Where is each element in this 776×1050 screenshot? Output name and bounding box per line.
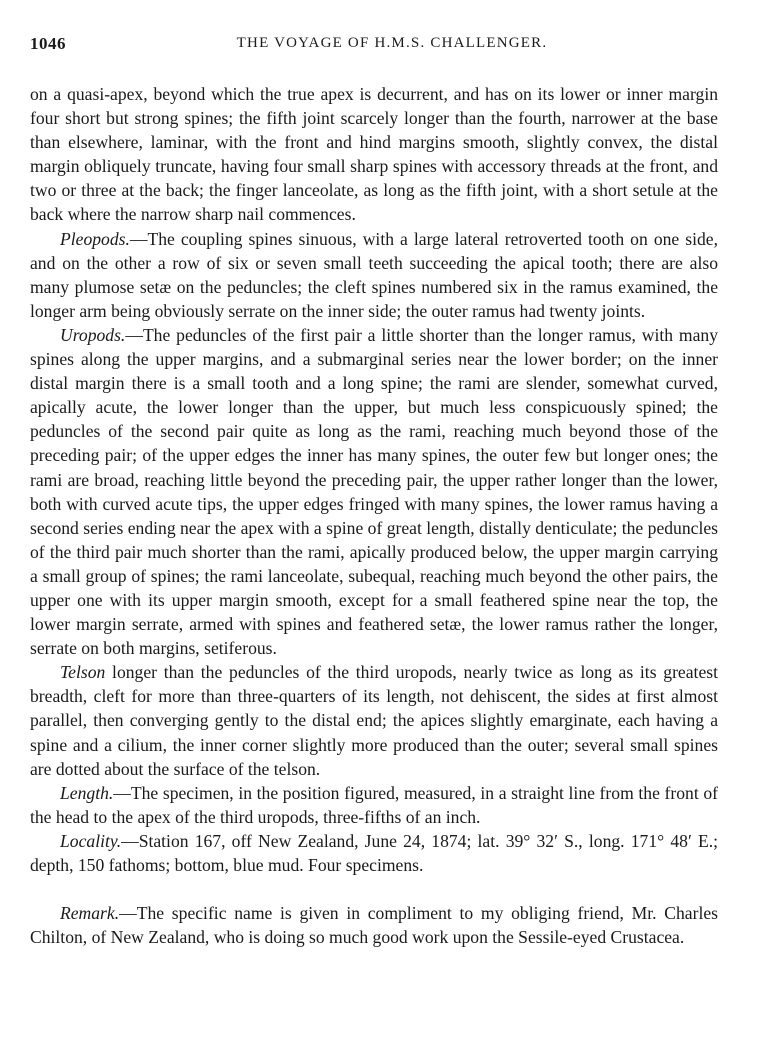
paragraph-continuation	[30, 82, 718, 227]
body-text	[30, 82, 718, 949]
paragraph-text: —The specimen, in the position figured, measured, in a straight line from the front of the head to the apex of the third uropods, three-fifths of an inch.	[30, 782, 718, 827]
paragraph-text: —Station 167, off New Zealand, June 24, 1874; lat. 39° 32′ S., long. 171° 48′ E.; depth, 150 fathoms; bottom, blue mud. Four specimens.	[30, 830, 718, 875]
paragraph-lead: Telson	[60, 662, 106, 683]
paragraph-lead: Remark.	[60, 903, 120, 924]
paragraph-telson	[30, 660, 718, 780]
page-header	[30, 34, 734, 60]
paragraph-length	[30, 781, 718, 829]
paragraph-lead: Length.	[60, 782, 114, 803]
paragraph-locality	[30, 829, 718, 877]
paragraph-uropods	[30, 323, 718, 660]
paragraph-text: —The peduncles of the first pair a little shorter than the longer ramus, with many spines along the upper margins, and a submarginal series near the lower border; on the inner distal margin there is a small tooth and a long spine; the rami are slender, somewhat curved, apically acute, the lower longer than the upper, but much less conspicuously spined; the peduncles of the second pair quite as long as the rami, reaching much beyond those of the preceding pair; of the upper edges the inner has many spines, the outer few but longer ones; the rami are broad, reaching little beyond the preceding pair, the upper rather longer than the lower, both with curved acute tips, the upper edges fringed with many spines, the lower ramus having a second series ending near the apex with a spine of great length, distally denticulate; the peduncles of the third pair much shorter than the rami, apically produced below, the upper margin carrying a small group of spines; the rami lanceolate, subequal, reaching much beyond the other pairs, the upper one with its upper margin smooth, except for a small feathered spine near the top, the lower margin serrate, armed with spines and feathered setæ, the lower ramus rather the longer, serrate on both margins, setiferous.	[30, 324, 718, 659]
paragraph-text: longer than the peduncles of the third uropods, nearly twice as long as its greatest breadth, cleft for more than three-quarters of its length, not dehiscent, the sides at first almost parallel, then converging gently to the distal end; the apices slightly emarginate, each having a spine and a cilium, the inner corner slightly more produced than the outer; several small spines are dotted about the surface of the telson.	[30, 662, 718, 779]
paragraph-lead: Uropods.	[60, 324, 126, 345]
paragraph-remark	[30, 901, 718, 949]
paragraph-pleopods	[30, 227, 718, 323]
paragraph-lead: Pleopods.	[60, 228, 130, 249]
paragraph-text: —The specific name is given in compliment to my obliging friend, Mr. Charles Chilton, of New Zealand, who is doing so much good work upon the Sessile-eyed Crustacea.	[30, 903, 718, 948]
page-number: 1046	[30, 34, 66, 53]
running-title: THE VOYAGE OF H.M.S. CHALLENGER.	[236, 35, 548, 51]
paragraph-text: —The coupling spines sinuous, with a large lateral retroverted tooth on one side, and on the other a row of six or seven small teeth succeeding the apical tooth; there are also many plumose setæ on the peduncles; the cleft spines numbered six in the ramus examined, the longer arm being obviously serrate on the inner side; the outer ramus had twenty joints.	[30, 228, 718, 321]
paragraph-lead: Locality.	[60, 830, 122, 851]
paragraph-text: on a quasi-apex, beyond which the true apex is decurrent, and has on its lower or inner margin four short but strong spines; the fifth joint scarcely longer than the fourth, narrower at the base than elsewhere, laminar, with the front and hind margins smooth, slightly convex, the distal margin obliquely truncate, having four small sharp spines with accessory threads at the front, and two or three at the back; the finger lanceolate, as long as the fifth joint, with a short setule at the back where the narrow sharp nail commences.	[30, 84, 718, 225]
